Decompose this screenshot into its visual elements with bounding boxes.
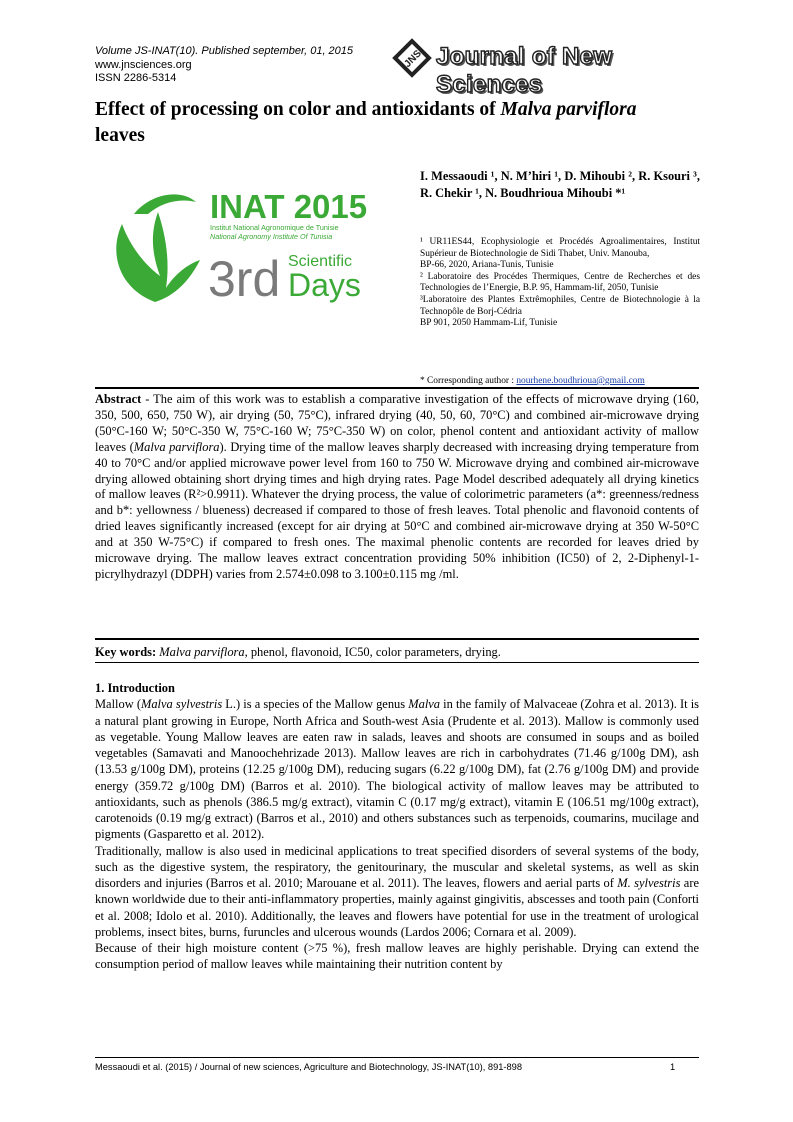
species-name: M. sylvestris <box>617 876 681 890</box>
leaf-emblem-icon <box>116 194 200 302</box>
scientific-label: Scientific <box>288 253 353 270</box>
inat-fr-name: Institut National Agronomique de Tunisie <box>210 223 339 232</box>
affiliation-1-address: BP-66, 2020, Ariana-Tunis, Tunisie <box>420 260 554 271</box>
text-span: L.) is a species of the Mallow genus <box>222 697 409 712</box>
corresponding-email-link[interactable]: nourhene.boudhrioua@gmail.com <box>516 376 645 386</box>
footer-citation: Messaoudi et al. (2015) / Journal of new sciences, Agriculture and Biotechnology, JS-INAT(10), 891-898 <box>95 1062 523 1072</box>
website-line: www.jnsciences.org <box>95 58 192 71</box>
jns-badge-icon <box>392 38 432 78</box>
affiliation-3-address: BP 901, 2050 Hammam-Lif, Tunisie <box>420 318 558 329</box>
days-label: Days <box>288 267 361 303</box>
corresponding-author <box>420 376 645 386</box>
journal-header-info <box>95 45 353 86</box>
edition-label: 3rd <box>208 251 281 307</box>
intro-paragraph-2 <box>95 843 699 941</box>
footer-divider <box>95 1057 699 1058</box>
affiliation-3: ³Laboratoire des Plantes Extrêmophiles, Centre de Biotechnologie à la Technopôle de Borj-Cédria <box>420 294 700 317</box>
paper-title <box>95 97 720 149</box>
abstract-text: - The aim of this work was to establish a comparative investigation of the effects of microwave drying (160, 350, 500, 650, 750 W), air drying (50, 75°C), infrared drying (40, 50, 60, 70°C) and combined air-microwave drying (50°C-160 W; 50°C-350 W, 75°C-160 W; 75°C-350 W) on color, phenol content and antioxidant activity of mallow leaves ( <box>95 392 699 454</box>
author-list: I. Messaoudi ¹, N. M’hiri ¹, D. Mihoubi ², R. Ksouri ³, R. Chekir ¹, N. Boudhrioua Mihoubi *¹ <box>420 169 700 200</box>
genus-name: Malva <box>408 697 441 712</box>
species-name: Malva sylvestris <box>140 697 223 712</box>
journal-logo <box>392 38 722 98</box>
affiliation-2: ² Laboratoire des Procédes Thermiques, Centre de Recherches et des Technologies de l’Energie, B.P. 95, Hammam-lif, 2050, Tunisie <box>420 271 700 294</box>
keywords-rest: , phenol, flavonoid, IC50, color parameters, drying. <box>244 645 501 659</box>
introduction-section <box>95 680 699 973</box>
keywords-label: Key words: <box>95 645 160 659</box>
journal-name: Journal of New Sciences <box>436 43 613 98</box>
intro-paragraph-1 <box>95 696 699 842</box>
text-span: in the family of Malvaceae (Zohra et al. 2013). It is a natural plant growing in Europe, North Africa and South-west Asia (Prudente et al. 2013). Mallow is commonly used as vegetable. Young Mallow leaves are eaten raw in salads, leaves and shoots are consumed in soups and as boiled vegetables (Samavati and Manoochehrizade 2013). Mallow leaves are rich in carbohydrates (71.46 g/100g DM), ash (13.53 g/100g DM), proteins (12.25 g/100g DM), reducing sugars (6.22 g/100g DM), fat (2.76 g/100g DM) and provide energy (359.72 g/100g DM) (Barros et al. 2010). The biological activity of mallow leaves may be attributed to antioxidants, such as phenols (386.5 mg/g extract), vitamin C (0.17 mg/g extract), vitamin E (106.51 mg/100g extract), carotenoids (0.19 mg/g extract) (Barros et al., 2010) and others substances such as terpenoids, coumarins, mucilage and pigments (Gasparetto et al. 2012). <box>95 697 699 842</box>
inat-2015-logo <box>100 184 380 309</box>
text-span: Traditionally, mallow is also used in medicinal applications to treat specified disorders of several systems of the body, such as the digestive system, the respiratory, the genitourinary, the muscular and skeletal systems, as well as skin disorders and injuries (Barros et al. 2010; Marouane et al. 2011). The leaves, flowers and aerial parts of <box>95 843 699 890</box>
text-span: Mallow ( <box>95 697 141 712</box>
section-heading: 1. Introduction <box>95 681 175 695</box>
divider <box>95 638 699 640</box>
page-number: 1 <box>670 1062 676 1072</box>
inat-title: INAT 2015 <box>210 188 368 225</box>
title-tail: leaves <box>95 125 145 146</box>
title-main: Effect of processing on color and antioxidants of <box>95 99 501 120</box>
affiliations <box>420 237 700 330</box>
keywords-species: Malva parviflora <box>159 645 245 659</box>
abstract-species: Malva parviflora <box>133 439 220 454</box>
intro-paragraph-3: Because of their high moisture content (>75 %), fresh mallow leaves are highly perishable. Drying can extend the consumption period of mallow leaves while maintaining their nutrition content by <box>95 941 699 972</box>
corresponding-label: * Corresponding author : <box>420 376 517 386</box>
abstract-label: Abstract <box>95 392 142 406</box>
abstract-text-2: ). Drying time of the mallow leaves sharply decreased with increasing drying temperature from 40 to 70°C and/or applied microwave power level from 160 to 750 W. Microwave drying and combined air-microwave drying allowed obtaining short drying times and high drying rates. Page Model described adequately all drying kinetics of mallow leaves (R²>0.9911). Whatever the drying process, the value of colorimetric parameters (a*: greenness/redness and b*: yellowness / blueness) decreased if compared to those of fresh leaves. Total phenolic and flavonoid contents of dried leaves significantly increased (except for air drying at 50°C and combined air-microwave drying at 350 W-50°C and at 350 W-75°C) if compared to fresh ones. The maximal phenolic contents are recorded for leaves dried by microwave drying. The mallow leaves extract concentration providing 50% inhibition (IC50) of 2, 2-Diphenyl-1-picrylhydrazyl (DDPH) varies from 2.574±0.098 to 3.100±0.115 mg /ml. <box>95 439 699 581</box>
divider <box>95 662 699 663</box>
badge-text: JNS <box>402 48 424 70</box>
divider <box>95 387 699 389</box>
inat-en-name: National Agronomy Institute Of Tunisia <box>210 232 333 241</box>
text-span: are known worldwide due to their anti-inflammatory properties, mainly against gingivitis, abscesses and tooth pain (Conforti et al. 2008; Idolo et al. 2010). Additionally, the leaves and flowers have potential for use in the treatment of urological problems, insect bites, burns, furuncles and ulcerous wounds (Lardos 2006; Cornara et al. 2009). <box>95 876 699 939</box>
title-species: Malva parviflora <box>500 99 637 120</box>
affiliation-1: ¹ UR11ES44, Ecophysiologie et Procédés Agroalimentaires, Institut Supérieur de Biotechnologie de Sidi Thabet, Univ. Manouba, <box>420 237 700 259</box>
abstract <box>95 392 699 583</box>
keywords <box>95 644 699 660</box>
issn-line: ISSN 2286-5314 <box>95 72 177 84</box>
volume-line: Volume JS-INAT(10). Published september, 01, 2015 <box>95 45 354 57</box>
